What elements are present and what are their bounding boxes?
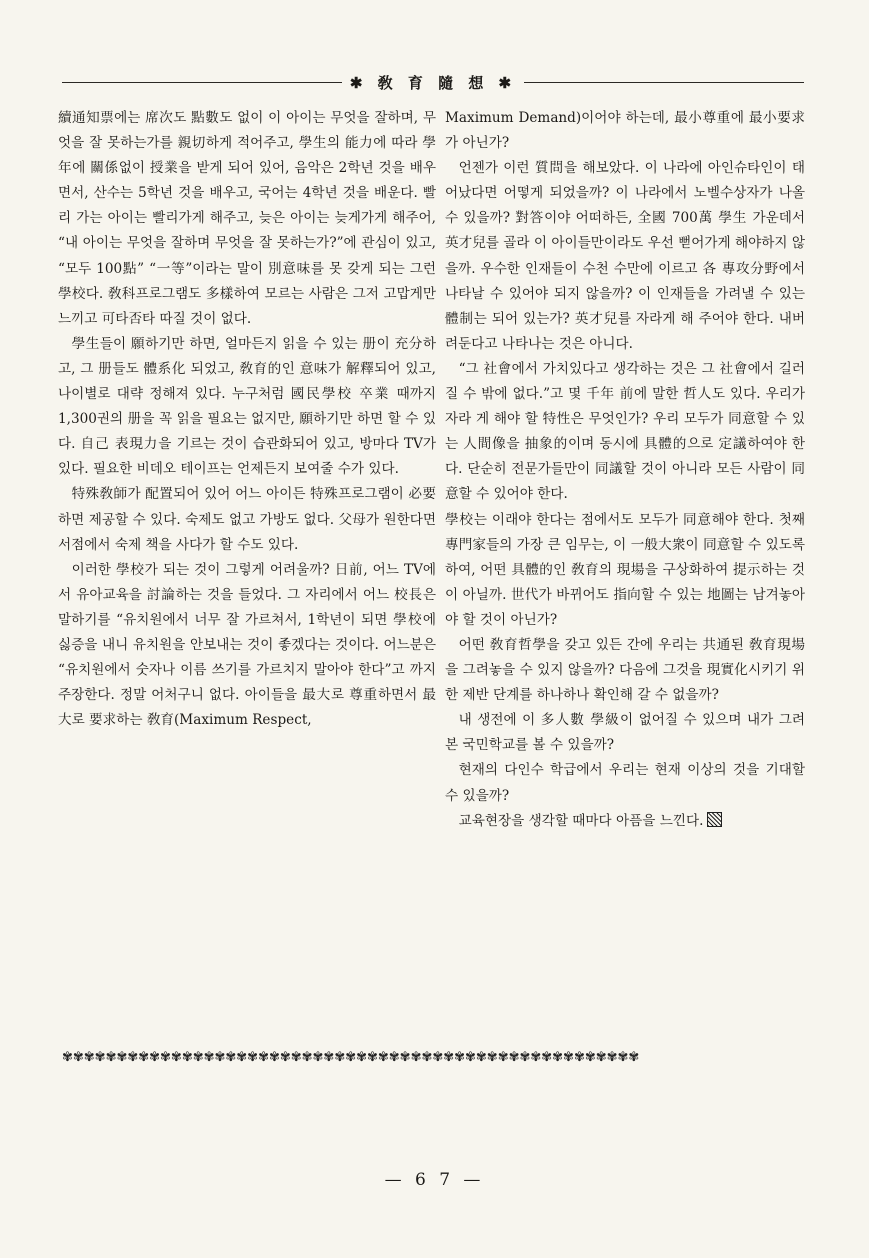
paragraph: 교육현장을 생각할 때마다 아픔을 느낀다.: [445, 809, 805, 834]
paragraph: 언젠가 이런 質問을 해보았다. 이 나라에 아인슈타인이 태어났다면 어떻게 되었을까? 이 나라에서 노벨수상자가 나올 수 있을까? 對答이야 어떠하든, 全國 700萬 學生 가운데서 英才兒를 골라 이 아이들만이라도 우선 뻗어가게 해야하지 않을까. 우수한 인재들이 수천 수만에 이르고 各 專攻分野에서 나타날 수 있어야 되지 않을까? 이 인재들을 가려낼 수 있는 體制는 되어 있는가? 英才兒를 자라게 해 주어야 한다. 내버려둔다고 나타나는 것은 아니다.: [445, 160, 805, 352]
header-rule-left: [62, 82, 342, 83]
header-rule-right: [524, 82, 804, 83]
paragraph: 續通知票에는 席次도 點數도 없이 이 아이는 무엇을 잘하며, 무엇을 잘 못하는가를 親切하게 적어주고, 學生의 能力에 따라 學年에 關係없이 授業을 받게 되어 있어, 음악은 2학년 것을 배우면서, 산수는 5학년 것을 배우고, 국어는 4학년 것을 배운다. 빨리 가는 아이는 빨리가게 해주고, 늦은 아이는 늦게가게 해주어, “내 아이는 무엇을 잘하며 무엇을 잘 못하는가?”에 관심이 있고, “모두 100點” “一等”이라는 말이 別意味를 못 갖게 되는 그런 學校다. 敎科프로그램도 多樣하여 모르는 사람은 그저 고맙게만 느끼고 可타否타 따질 것이 없다.: [58, 110, 436, 327]
paragraph: 내 생전에 이 多人數 學級이 없어질 수 있으며 내가 그려 본 국민학교를 볼 수 있을까?: [445, 712, 805, 754]
page-number: — 6 7 —: [384, 1170, 485, 1190]
paragraph: 學生들이 願하기만 하면, 얼마든지 읽을 수 있는 册이 充分하고, 그 册들도 體系化 되었고, 敎育的인 意味가 解釋되어 있고, 나이별로 대략 정해져 있다. 누구처럼 國民學校 卒業 때까지 1,300권의 册을 꼭 읽을 필요는 없지만, 願하기만 하면 할 수 있다. 自己 表現力을 기르는 것이 습관화되어 있고, 방마다 TV가 있다. 필요한 비데오 테이프는 언제든지 보여줄 수가 있다.: [58, 335, 436, 478]
paragraph: Maximum Demand)이어야 하는데, 最小尊重에 最小要求가 아닌가?: [445, 110, 805, 152]
right-column: [445, 106, 805, 834]
left-column: [58, 106, 436, 733]
header-title: ✱ 敎 育 隨 想 ✱: [349, 73, 517, 92]
decorative-border: ✾✾✾✾✾✾✾✾✾✾✾✾✾✾✾✾✾✾✾✾✾✾✾✾✾✾✾✾✾✾✾✾✾✾✾✾✾✾✾✾✾✾✾✾✾✾✾✾✾✾✾✾✾: [62, 1050, 640, 1065]
paragraph: 어떤 敎育哲學을 갖고 있든 간에 우리는 共通된 敎育現場을 그려놓을 수 있지 않을까? 다음에 그것을 現實化시키기 위한 제반 단계를 하나하나 확인해 갈 수 없을까?: [445, 636, 805, 704]
paragraph: “그 社會에서 가치있다고 생각하는 것은 그 社會에서 길러질 수 밖에 없다.”고 몇 千年 前에 말한 哲人도 있다. 우리가 자라 게 해야 할 特性은 무엇인가? 우리 모두가 同意할 수 있는 人間像을 抽象的이며 동시에 具體的으로 定議하여야 한다. 단순히 전문가들만이 同議할 것이 아니라 모든 사람이 同意할 수 있어야 한다.: [445, 360, 805, 503]
paragraph: 特殊敎師가 配置되어 있어 어느 아이든 特殊프로그램이 必要하면 제공할 수 있다. 숙제도 없고 가방도 없다. 父母가 원한다면 서점에서 숙제 책을 사다가 할 수도 있다.: [58, 486, 436, 553]
paragraph: 현재의 다인수 학급에서 우리는 현재 이상의 것을 기대할 수 있을까?: [445, 762, 805, 804]
running-header: [62, 70, 804, 94]
end-mark-icon: [707, 812, 722, 827]
paragraph: 이러한 學校가 되는 것이 그렇게 어려울까? 日前, 어느 TV에서 유아교육을 討論하는 것을 들었다. 그 자리에서 어느 校長은 말하기를 “유치원에서 너무 잘 가르쳐서, 1학년이 되면 學校에 싫증을 내니 유치원을 안보내는 것이 좋겠다는 것이다. 어느분은 “유치원에서 숫자나 이름 쓰기를 가르치지 말아야 한다”고 까지 주장한다. 정말 어처구니 없다. 아이들을 最大로 尊重하면서 最大로 要求하는 敎育(Maximum Respect,: [58, 561, 436, 729]
paragraph: 學校는 이래야 한다는 점에서도 모두가 同意해야 한다. 첫째 專門家들의 가장 큰 임무는, 이 一般大衆이 同意할 수 있도록 하여, 어떤 具體的인 敎育의 現場을 구상화하여 提示하는 것이 아닐까. 世代가 바뀌어도 指向할 수 있는 地圖는 남겨놓아야 할 것이 아닌가?: [445, 511, 805, 628]
